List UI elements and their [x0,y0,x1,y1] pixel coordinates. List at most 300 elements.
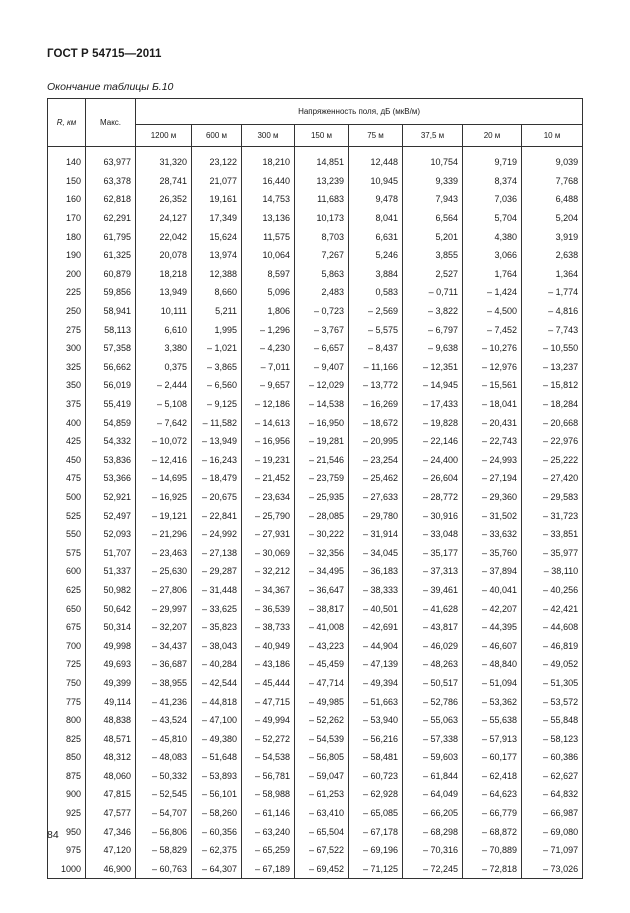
distance-cell: 750 [48,674,86,693]
table-row [48,469,583,488]
value-cell: – 1,774 [522,283,583,302]
max-value-cell: 49,998 [86,636,136,655]
value-cell: – 25,462 [349,469,403,488]
value-cell: 1,364 [522,265,583,284]
value-cell: 7,036 [463,190,522,209]
value-cell: – 64,307 [192,860,242,879]
distance-cell: 925 [48,804,86,823]
value-cell: 17,349 [192,209,242,228]
value-cell: 22,042 [136,227,192,246]
table-row [48,748,583,767]
distance-cell: 875 [48,767,86,786]
value-cell: – 69,452 [295,860,349,879]
table-row [48,692,583,711]
value-cell: – 1,424 [463,283,522,302]
max-value-cell: 48,312 [86,748,136,767]
value-cell: – 46,819 [522,636,583,655]
table-row [48,209,583,228]
max-value-cell: 63,977 [86,153,136,172]
table-row [48,655,583,674]
value-cell: – 12,416 [136,451,192,470]
value-cell: – 59,047 [295,767,349,786]
value-cell: – 20,431 [463,413,522,432]
value-cell: – 65,504 [295,822,349,841]
value-cell: – 47,714 [295,674,349,693]
table-row [48,599,583,618]
table-row [48,525,583,544]
value-cell: 0,583 [349,283,403,302]
table-row [48,636,583,655]
value-cell: 15,624 [192,227,242,246]
value-cell: – 30,222 [295,525,349,544]
table-row [48,804,583,823]
value-cell: 5,704 [463,209,522,228]
value-cell: – 11,582 [192,413,242,432]
value-cell: – 13,772 [349,376,403,395]
value-cell: – 30,916 [403,506,463,525]
value-cell: – 24,993 [463,451,522,470]
value-cell: 10,064 [242,246,295,265]
table-row [48,543,583,562]
value-cell: – 52,545 [136,785,192,804]
value-cell: – 24,400 [403,451,463,470]
value-cell: – 40,041 [463,581,522,600]
table-row [48,841,583,860]
value-cell: – 55,848 [522,711,583,730]
max-value-cell: 62,291 [86,209,136,228]
table-row [48,320,583,339]
value-cell: – 12,029 [295,376,349,395]
value-cell: – 57,913 [463,729,522,748]
value-cell: 26,352 [136,190,192,209]
max-value-cell: 61,325 [86,246,136,265]
table-row [48,581,583,600]
max-value-cell: 50,982 [86,581,136,600]
value-cell: – 29,287 [192,562,242,581]
value-cell: – 32,356 [295,543,349,562]
value-cell: – 29,997 [136,599,192,618]
value-cell: – 45,810 [136,729,192,748]
max-value-cell: 50,314 [86,618,136,637]
value-cell: – 35,823 [192,618,242,637]
value-cell: – 41,628 [403,599,463,618]
value-cell: – 21,452 [242,469,295,488]
value-cell: – 56,216 [349,729,403,748]
value-cell: – 72,818 [463,860,522,879]
value-cell: 13,136 [242,209,295,228]
value-cell: – 58,260 [192,804,242,823]
value-cell: – 51,648 [192,748,242,767]
distance-cell: 250 [48,302,86,321]
value-cell: – 19,231 [242,451,295,470]
table-row [48,432,583,451]
value-cell: – 36,183 [349,562,403,581]
value-cell: – 44,608 [522,618,583,637]
value-cell: – 7,642 [136,413,192,432]
distance-cell: 475 [48,469,86,488]
value-cell: – 65,259 [242,841,295,860]
sub-header-cell: 10 м [522,125,583,147]
value-cell: – 40,949 [242,636,295,655]
value-cell: – 69,080 [522,822,583,841]
value-cell: – 38,733 [242,618,295,637]
value-cell: – 14,538 [295,395,349,414]
value-cell: – 66,779 [463,804,522,823]
value-cell: 8,597 [242,265,295,284]
table-row [48,153,583,172]
value-cell: – 62,627 [522,767,583,786]
value-cell: – 14,695 [136,469,192,488]
value-cell: – 34,045 [349,543,403,562]
value-cell: – 41,008 [295,618,349,637]
col-header-max: Макс. [86,99,136,147]
value-cell: – 38,110 [522,562,583,581]
table-header [48,99,583,147]
distance-cell: 700 [48,636,86,655]
value-cell: – 25,935 [295,488,349,507]
value-cell: – 31,448 [192,581,242,600]
value-cell: – 54,707 [136,804,192,823]
value-cell: 6,610 [136,320,192,339]
value-cell: – 37,894 [463,562,522,581]
value-cell: – 18,284 [522,395,583,414]
max-value-cell: 63,378 [86,172,136,191]
value-cell: – 58,829 [136,841,192,860]
max-value-cell: 49,693 [86,655,136,674]
value-cell: – 53,893 [192,767,242,786]
value-cell: – 42,691 [349,618,403,637]
value-cell: 7,267 [295,246,349,265]
value-cell: 5,204 [522,209,583,228]
value-cell: – 42,544 [192,674,242,693]
value-cell: – 44,904 [349,636,403,655]
distance-cell: 575 [48,543,86,562]
value-cell: – 3,822 [403,302,463,321]
value-cell: – 16,243 [192,451,242,470]
table-row [48,488,583,507]
value-cell: 6,564 [403,209,463,228]
value-cell: 8,703 [295,227,349,246]
value-cell: – 60,723 [349,767,403,786]
value-cell: 31,320 [136,153,192,172]
sub-header-cell: 37,5 м [403,125,463,147]
distance-cell: 625 [48,581,86,600]
value-cell: – 4,230 [242,339,295,358]
max-value-cell: 52,497 [86,506,136,525]
value-cell: – 67,189 [242,860,295,879]
value-cell: – 26,604 [403,469,463,488]
value-cell: – 28,085 [295,506,349,525]
table-row [48,283,583,302]
value-cell: – 58,123 [522,729,583,748]
value-cell: – 21,546 [295,451,349,470]
value-cell: – 29,583 [522,488,583,507]
value-cell: – 40,256 [522,581,583,600]
value-cell: 8,041 [349,209,403,228]
table-row [48,172,583,191]
value-cell: 5,211 [192,302,242,321]
value-cell: – 1,296 [242,320,295,339]
value-cell: – 56,101 [192,785,242,804]
value-cell: 9,039 [522,153,583,172]
max-value-cell: 53,836 [86,451,136,470]
sub-header-cell: 150 м [295,125,349,147]
value-cell: – 35,977 [522,543,583,562]
value-cell: – 38,043 [192,636,242,655]
distance-cell: 500 [48,488,86,507]
value-cell: – 14,613 [242,413,295,432]
distance-cell: 725 [48,655,86,674]
max-value-cell: 48,060 [86,767,136,786]
value-cell: – 45,444 [242,674,295,693]
distance-cell: 150 [48,172,86,191]
value-cell: – 62,375 [192,841,242,860]
max-value-cell: 56,662 [86,358,136,377]
value-cell: – 50,517 [403,674,463,693]
value-cell: 3,380 [136,339,192,358]
distance-cell: 200 [48,265,86,284]
distance-cell: 550 [48,525,86,544]
value-cell: – 20,995 [349,432,403,451]
table-row [48,227,583,246]
value-cell: – 42,207 [463,599,522,618]
value-cell: – 48,840 [463,655,522,674]
value-cell: – 12,351 [403,358,463,377]
value-cell: – 20,675 [192,488,242,507]
value-cell: – 53,572 [522,692,583,711]
value-cell: – 38,955 [136,674,192,693]
value-cell: 12,388 [192,265,242,284]
max-value-cell: 47,120 [86,841,136,860]
value-cell: 16,440 [242,172,295,191]
value-cell: – 7,452 [463,320,522,339]
max-value-cell: 47,577 [86,804,136,823]
value-cell: 9,478 [349,190,403,209]
max-value-cell: 50,642 [86,599,136,618]
value-cell: – 22,841 [192,506,242,525]
value-cell: – 67,178 [349,822,403,841]
value-cell: 10,945 [349,172,403,191]
distance-cell: 975 [48,841,86,860]
distance-cell: 775 [48,692,86,711]
max-value-cell: 58,113 [86,320,136,339]
value-cell: 9,719 [463,153,522,172]
value-cell: – 29,780 [349,506,403,525]
max-value-cell: 48,571 [86,729,136,748]
max-value-cell: 62,818 [86,190,136,209]
distance-cell: 800 [48,711,86,730]
value-cell: – 58,481 [349,748,403,767]
table-row [48,395,583,414]
value-cell: – 6,560 [192,376,242,395]
value-cell: – 0,723 [295,302,349,321]
value-cell: – 9,125 [192,395,242,414]
value-cell: 10,111 [136,302,192,321]
value-cell: 18,210 [242,153,295,172]
value-cell: – 67,522 [295,841,349,860]
value-cell: – 60,356 [192,822,242,841]
value-cell: 10,173 [295,209,349,228]
distance-cell: 325 [48,358,86,377]
distance-cell: 225 [48,283,86,302]
value-cell: – 3,767 [295,320,349,339]
table-row [48,822,583,841]
distance-cell: 650 [48,599,86,618]
value-cell: 3,855 [403,246,463,265]
value-cell: – 21,296 [136,525,192,544]
max-value-cell: 52,093 [86,525,136,544]
value-cell: – 19,281 [295,432,349,451]
value-cell: 3,066 [463,246,522,265]
distance-cell: 350 [48,376,86,395]
table-caption: Окончание таблицы Б.10 [47,81,174,93]
value-cell: – 16,269 [349,395,403,414]
value-cell: – 56,781 [242,767,295,786]
value-cell: – 38,333 [349,581,403,600]
value-cell: 28,741 [136,172,192,191]
value-cell: – 63,410 [295,804,349,823]
value-cell: – 38,817 [295,599,349,618]
value-cell: – 64,623 [463,785,522,804]
value-cell: – 72,245 [403,860,463,879]
table-row [48,339,583,358]
max-value-cell: 55,419 [86,395,136,414]
value-cell: – 39,461 [403,581,463,600]
value-cell: – 68,298 [403,822,463,841]
value-cell: 19,161 [192,190,242,209]
value-cell: – 33,632 [463,525,522,544]
value-cell: – 14,945 [403,376,463,395]
value-cell: – 47,139 [349,655,403,674]
table-row [48,562,583,581]
value-cell: – 12,186 [242,395,295,414]
group-header: Напряженность поля, дБ (мкВ/м) [136,99,583,125]
value-cell: – 3,865 [192,358,242,377]
table-row [48,618,583,637]
value-cell: – 31,723 [522,506,583,525]
value-cell: – 60,763 [136,860,192,879]
value-cell: – 7,743 [522,320,583,339]
value-cell: – 66,987 [522,804,583,823]
max-value-cell: 56,019 [86,376,136,395]
value-cell: – 40,284 [192,655,242,674]
value-cell: – 52,272 [242,729,295,748]
distance-cell: 180 [48,227,86,246]
value-cell: – 35,177 [403,543,463,562]
value-cell: – 63,240 [242,822,295,841]
table-row [48,451,583,470]
max-value-cell: 54,859 [86,413,136,432]
value-cell: – 31,914 [349,525,403,544]
value-cell: – 32,212 [242,562,295,581]
value-cell: – 6,657 [295,339,349,358]
table-row [48,506,583,525]
value-cell: – 52,262 [295,711,349,730]
value-cell: – 73,026 [522,860,583,879]
distance-cell: 425 [48,432,86,451]
table-row [48,860,583,879]
value-cell: – 65,085 [349,804,403,823]
value-cell: – 33,851 [522,525,583,544]
value-cell: – 56,806 [136,822,192,841]
value-cell: – 54,539 [295,729,349,748]
value-cell: – 58,988 [242,785,295,804]
value-cell: 1,806 [242,302,295,321]
value-cell: – 13,949 [192,432,242,451]
value-cell: 2,483 [295,283,349,302]
value-cell: 11,683 [295,190,349,209]
table-body [48,147,583,879]
value-cell: – 66,205 [403,804,463,823]
value-cell: – 6,797 [403,320,463,339]
value-cell: – 25,222 [522,451,583,470]
value-cell: – 53,362 [463,692,522,711]
value-cell: – 15,812 [522,376,583,395]
value-cell: – 0,711 [403,283,463,302]
value-cell: – 5,108 [136,395,192,414]
value-cell: – 61,146 [242,804,295,823]
value-cell: – 60,177 [463,748,522,767]
value-cell: – 46,029 [403,636,463,655]
value-cell: 13,949 [136,283,192,302]
value-cell: 20,078 [136,246,192,265]
max-value-cell: 51,707 [86,543,136,562]
table-row [48,413,583,432]
value-cell: – 61,844 [403,767,463,786]
distance-cell: 170 [48,209,86,228]
value-cell: – 20,668 [522,413,583,432]
table-row [48,785,583,804]
value-cell: – 28,772 [403,488,463,507]
sub-header-cell: 1200 м [136,125,192,147]
value-cell: – 23,634 [242,488,295,507]
value-cell: – 5,575 [349,320,403,339]
value-cell: – 27,420 [522,469,583,488]
value-cell: – 53,940 [349,711,403,730]
value-cell: 2,527 [403,265,463,284]
value-cell: – 44,395 [463,618,522,637]
max-value-cell: 48,838 [86,711,136,730]
value-cell: – 25,630 [136,562,192,581]
value-cell: – 33,048 [403,525,463,544]
value-cell: – 55,063 [403,711,463,730]
value-cell: – 19,828 [403,413,463,432]
sub-header-cell: 300 м [242,125,295,147]
value-cell: – 36,539 [242,599,295,618]
value-cell: 10,754 [403,153,463,172]
table-row [48,376,583,395]
value-cell: 5,246 [349,246,403,265]
value-cell: – 55,638 [463,711,522,730]
value-cell: – 18,479 [192,469,242,488]
value-cell: – 43,524 [136,711,192,730]
value-cell: 0,375 [136,358,192,377]
table-row [48,767,583,786]
value-cell: 3,919 [522,227,583,246]
value-cell: – 70,889 [463,841,522,860]
value-cell: – 2,444 [136,376,192,395]
value-cell: – 47,715 [242,692,295,711]
value-cell: – 49,994 [242,711,295,730]
value-cell: – 70,316 [403,841,463,860]
table-row [48,302,583,321]
distance-cell: 275 [48,320,86,339]
max-value-cell: 61,795 [86,227,136,246]
value-cell: – 50,332 [136,767,192,786]
max-value-cell: 46,900 [86,860,136,879]
value-cell: 18,218 [136,265,192,284]
sub-header-cell: 75 м [349,125,403,147]
